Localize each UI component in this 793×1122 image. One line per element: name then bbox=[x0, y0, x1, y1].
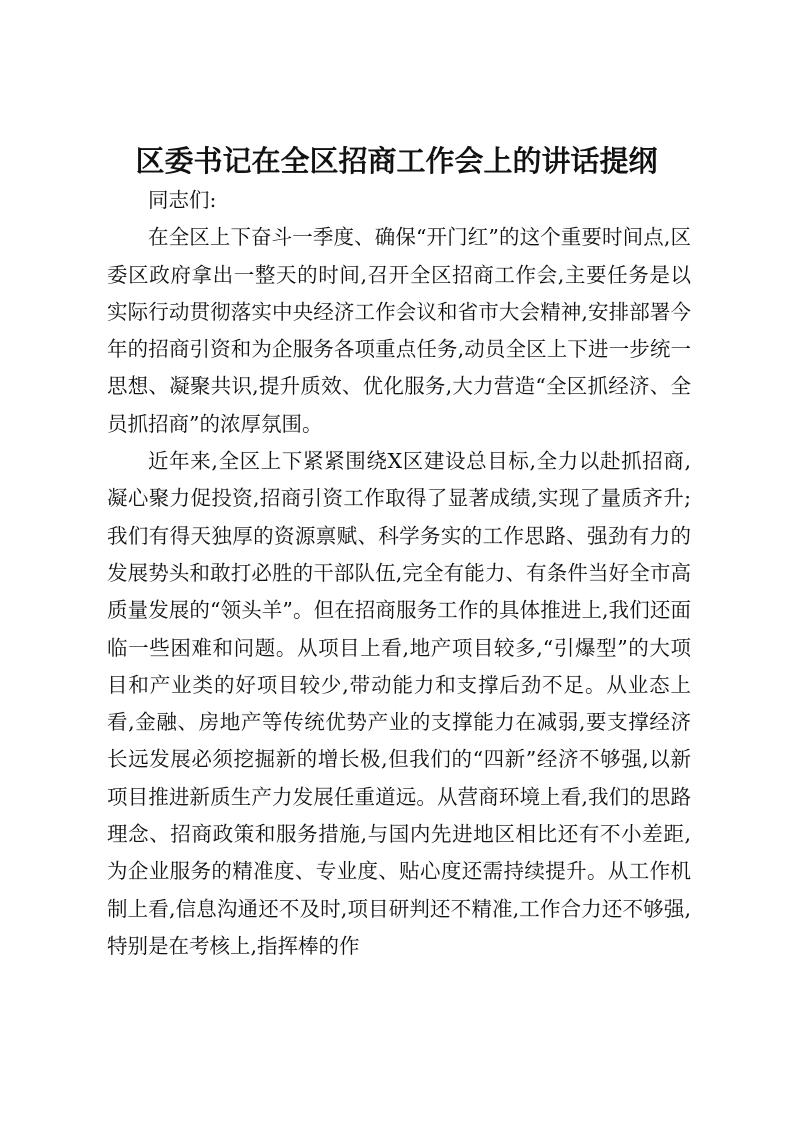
salutation-paragraph: 同志们: bbox=[148, 188, 217, 212]
document-body bbox=[107, 182, 691, 965]
body-paragraph: 近年来,全区上下紧紧围绕X区建设总目标,全力以赴抓招商,凝心聚力促投资,招商引资工作取得了显著成绩,实现了量质齐升;我们有得天独厚的资源禀赋、科学务实的工作思路、强劲有力的发展势头和敢打必胜的干部队伍,完全有能力、有条件当好全市高质量发展的“领头羊”。但在招商服务工作的具体推进上,我们还面临一些困难和问题。从项目上看,地产项目较多,“引爆型”的大项目和产业类的好项目较少,带动能力和支撑后劲不足。从业态上看,金融、房地产等传统优势产业的支撑能力在减弱,要支撑经济长远发展必须挖掘新的增长极,但我们的“四新”经济不够强,以新项目推进新质生产力发展任重道远。从营商环境上看,我们的思路理念、招商政策和服务措施,与国内先进地区相比还有不小差距,为企业服务的精准度、专业度、贴心度还需持续提升。从工作机制上看,信息沟通还不及时,项目研判还不精准,工作合力还不够强,特别是在考核上,指挥棒的作 bbox=[107, 449, 691, 958]
body-paragraph: 在全区上下奋斗一季度、确保“开门红”的这个重要时间点,区委区政府拿出一整天的时间,召开全区招商工作会,主要任务是以实际行动贯彻落实中央经济工作会议和省市大会精神,安排部署今年的招商引资和为企服务各项重点任务,动员全区上下进一步统一思想、凝聚共识,提升质效、优化服务,大力营造“全区抓经济、全员抓招商”的浓厚氛围。 bbox=[107, 225, 691, 436]
document-title: 区委书记在全区招商工作会上的讲话提纲 bbox=[135, 144, 658, 178]
